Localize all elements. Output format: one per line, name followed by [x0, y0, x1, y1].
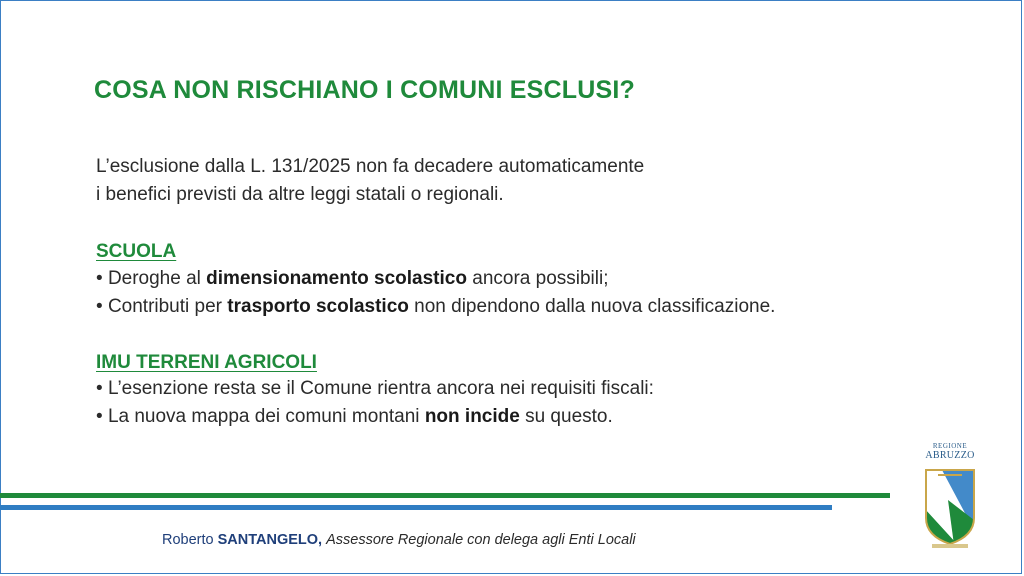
regione-abruzzo-logo: [918, 440, 982, 550]
list-item: [96, 293, 775, 321]
section-list-scuola: [96, 265, 775, 321]
item-text-end: ancora possibili;: [466, 268, 609, 289]
logo-label-regione: REGIONE: [932, 442, 968, 450]
coat-of-arms-icon: [918, 440, 982, 550]
list-item: [96, 403, 654, 431]
bullet: •: [96, 378, 103, 399]
logo-label-abruzzo: ABRUZZO: [925, 450, 975, 461]
intro-line-1: L’esclusione dalla L. 131/2025 non fa decadere automaticamente: [96, 156, 645, 177]
item-text-end: su questo.: [519, 406, 613, 427]
footer-role: Assessore Regionale con delega agli Enti Locali: [326, 532, 636, 548]
item-text: Contributi per: [107, 296, 228, 317]
list-item: [96, 265, 775, 293]
list-item: [96, 375, 654, 403]
footer-first-name: Roberto: [162, 532, 214, 548]
item-bold-text: non incide: [424, 406, 520, 427]
footer-last-name: SANTANGELO,: [217, 532, 323, 548]
slide-title: COSA NON RISCHIANO I COMUNI ESCLUSI?: [94, 76, 636, 104]
bullet: •: [96, 268, 103, 289]
intro-line-2: i benefici previsti da altre leggi statali o regionali.: [96, 184, 504, 205]
section-heading-imu: IMU TERRENI AGRICOLI: [96, 352, 317, 373]
bullet: •: [96, 406, 103, 427]
bullet: •: [96, 296, 103, 317]
item-text: Deroghe al: [107, 268, 207, 289]
intro-paragraph: [96, 153, 644, 209]
item-text: L’esenzione resta se il Comune rientra ancora nei requisiti fiscali:: [107, 378, 654, 399]
item-text: La nuova mappa dei comuni montani: [107, 406, 425, 427]
item-text-end: non dipendono dalla nuova classificazione.: [408, 296, 776, 317]
green-divider-bar: [0, 493, 890, 498]
footer-credit: [162, 532, 636, 548]
item-bold-text: trasporto scolastico: [227, 296, 409, 317]
item-bold-text: dimensionamento scolastico: [206, 268, 467, 289]
blue-divider-bar: [0, 505, 832, 510]
section-list-imu: [96, 375, 654, 431]
section-heading-scuola: SCUOLA: [96, 241, 177, 262]
